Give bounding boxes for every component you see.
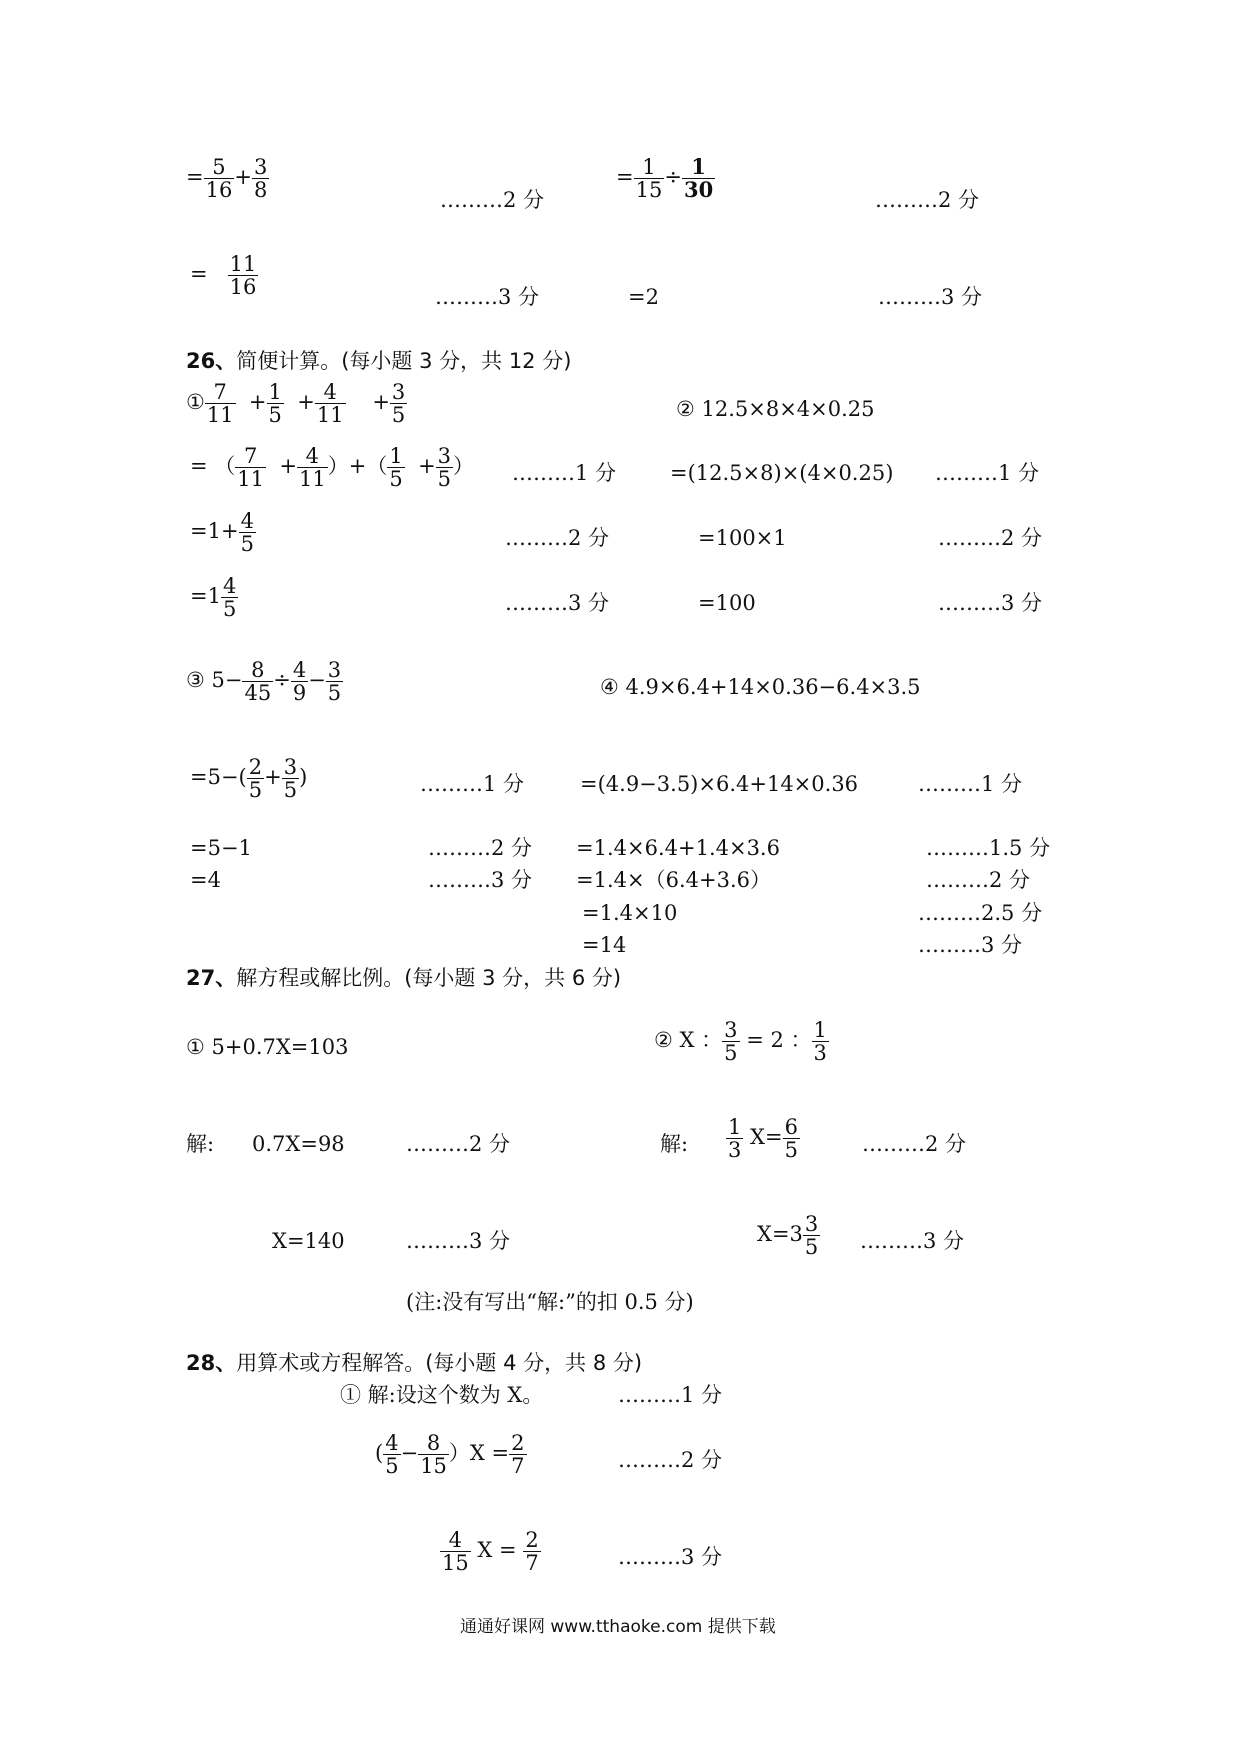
q27-p2-step1: $\frac{1}{3}$ X= $\frac{6}{5}$: [728, 1115, 798, 1162]
fraction: $\frac{3}{5}$: [804, 1212, 819, 1259]
fraction: $\frac{3}{8}$: [253, 155, 268, 202]
q26-p1-step1: = （ $\frac{7}{11}$ + $\frac{4}{11}$ ）+（ $\frac{1}{5}$ + $\frac{3}{5}$ ）: [190, 444, 475, 491]
fraction: $\frac{2}{7}$: [511, 1431, 525, 1478]
prev-line2-right: =2: [628, 285, 659, 309]
score-mark: ………3 分: [406, 1229, 511, 1253]
q26-p2-step3: =100: [698, 591, 756, 615]
q26-p2-expression: ② 12.5×8×4×0.25: [676, 397, 875, 421]
prev-line1-left: = $\frac{5}{16}$ + $\frac{3}{8}$: [186, 155, 268, 202]
prev-line1-right: = $\frac{1}{15}$ ÷ $\frac{1}{30}$: [616, 154, 714, 202]
score-mark: ………2 分: [618, 1448, 723, 1472]
q27-note: (注:没有写出“解:”的扣 0.5 分): [406, 1290, 694, 1314]
fraction: $\frac{6}{5}$: [784, 1115, 798, 1162]
score-mark: ………2.5 分: [918, 901, 1043, 925]
fraction: $\frac{2}{5}$: [248, 755, 263, 802]
q27-p2-solve-label: 解:: [660, 1132, 689, 1156]
score-mark: ………2 分: [926, 868, 1031, 892]
q26-p1-step3: =1 $\frac{4}{5}$: [190, 574, 237, 621]
fraction: $\frac{4}{15}$: [442, 1528, 469, 1575]
fraction: $\frac{5}{16}$: [205, 155, 233, 202]
fraction: $\frac{3}{5}$: [437, 444, 452, 491]
fraction: $\frac{4}{11}$: [316, 380, 344, 427]
fraction: $\frac{1}{15}$: [635, 155, 663, 202]
fraction: $\frac{7}{11}$: [237, 444, 265, 491]
fraction: $\frac{4}{5}$: [385, 1431, 399, 1478]
q26-p4-step5: =14: [582, 933, 627, 957]
fraction: $\frac{1}{5}$: [389, 444, 403, 491]
score-mark: ………3 分: [505, 591, 610, 615]
fraction: $\frac{3}{5}$: [724, 1018, 738, 1065]
score-mark: ………1 分: [420, 772, 525, 796]
q26-p1-step2: =1+ $\frac{4}{5}$: [190, 509, 254, 556]
score-mark: ………2 分: [505, 526, 610, 550]
q27-p1-equation: ① 5+0.7X=103: [186, 1035, 349, 1059]
q27-p1-step2: X=140: [272, 1229, 345, 1253]
score-mark: ………3 分: [428, 868, 533, 892]
score-mark: ………3 分: [435, 285, 540, 309]
q26-p1-expression: ① $\frac{7}{11}$ + $\frac{1}{5}$ + $\frac{4}{11}$ + $\frac{3}{5}$: [186, 380, 406, 427]
q27-p2-proportion: ② X ： $\frac{3}{5}$ = 2 ： $\frac{1}{3}$: [654, 1018, 827, 1065]
score-mark: ………2 分: [406, 1132, 511, 1156]
score-mark: ………1 分: [918, 772, 1023, 796]
q26-p3-step2: =5−1: [190, 836, 252, 860]
fraction: $\frac{3}{5}$: [283, 755, 298, 802]
fraction: $\frac{1}{3}$: [728, 1115, 742, 1162]
q26-p2-step1: =(12.5×8)×(4×0.25): [670, 461, 894, 485]
q26-p4-step2: =1.4×6.4+1.4×3.6: [576, 836, 780, 860]
fraction: $\frac{8}{15}$: [420, 1431, 447, 1478]
score-mark: ………2 分: [862, 1132, 967, 1156]
question-28-heading: 28、用算术或方程解答。(每小题 4 分，共 8 分): [186, 1351, 643, 1375]
q28-step1: ① 解:设这个数为 X。: [340, 1383, 544, 1407]
fraction: $\frac{1}{5}$: [268, 380, 282, 427]
q26-p3-step1: =5−( $\frac{2}{5}$ + $\frac{3}{5}$ ): [190, 755, 308, 802]
score-mark: ………2 分: [875, 188, 980, 212]
question-27-heading: 27、解方程或解比例。(每小题 3 分，共 6 分): [186, 966, 622, 990]
fraction: $\frac{11}{16}$: [229, 252, 257, 299]
q28-step3: $\frac{4}{15}$ X = $\frac{2}{7}$: [442, 1528, 539, 1575]
fraction: $\frac{4}{5}$: [240, 509, 254, 556]
score-mark: ………2 分: [440, 188, 545, 212]
score-mark: ………2 分: [428, 836, 533, 860]
fraction: $\frac{1}{30}$: [683, 154, 714, 202]
score-mark: ………3 分: [918, 933, 1023, 957]
fraction: $\frac{1}{3}$: [813, 1018, 827, 1065]
q27-p1-step1: 0.7X=98: [252, 1132, 345, 1156]
score-mark: ………1 分: [618, 1383, 723, 1407]
score-mark: ………3 分: [938, 591, 1043, 615]
score-mark: ………3 分: [878, 285, 983, 309]
prev-line2-left: = $\frac{11}{16}$: [190, 252, 257, 299]
q26-p3-expression: ③ 5− $\frac{8}{45}$ ÷ $\frac{4}{9}$ − $\frac{3}{5}$: [186, 658, 342, 705]
score-mark: ………3 分: [618, 1545, 723, 1569]
q26-p4-step4: =1.4×10: [582, 901, 678, 925]
question-26-heading: 26、简便计算。(每小题 3 分，共 12 分): [186, 349, 572, 373]
fraction: $\frac{7}{11}$: [206, 380, 234, 427]
q26-p3-step3: =4: [190, 868, 221, 892]
q26-p4-step1: =(4.9−3.5)×6.4+14×0.36: [580, 772, 859, 796]
fraction: $\frac{4}{11}$: [298, 444, 326, 491]
q26-p4-step3: =1.4×（6.4+3.6）: [576, 868, 771, 892]
score-mark: ………2 分: [938, 526, 1043, 550]
fraction: $\frac{4}{9}$: [292, 658, 307, 705]
score-mark: ………1 分: [935, 461, 1040, 485]
q27-p2-step2: X=3 $\frac{3}{5}$: [757, 1212, 819, 1259]
score-mark: ………1.5 分: [926, 836, 1051, 860]
q28-step2: ( $\frac{4}{5}$ − $\frac{8}{15}$ ）X = $\frac{2}{7}$: [375, 1431, 525, 1478]
score-mark: ………3 分: [860, 1229, 965, 1253]
q27-p1-solve-label: 解:: [186, 1132, 215, 1156]
q26-p4-expression: ④ 4.9×6.4+14×0.36−6.4×3.5: [600, 675, 921, 699]
score-mark: ………1 分: [512, 461, 617, 485]
fraction: $\frac{4}{5}$: [222, 574, 237, 621]
fraction: $\frac{8}{45}$: [244, 658, 272, 705]
fraction: $\frac{3}{5}$: [391, 380, 406, 427]
page-footer: 通通好课网 www.tthaoke.com 提供下载: [460, 1617, 776, 1637]
fraction: $\frac{2}{7}$: [525, 1528, 539, 1575]
q26-p2-step2: =100×1: [698, 526, 787, 550]
fraction: $\frac{3}{5}$: [327, 658, 342, 705]
